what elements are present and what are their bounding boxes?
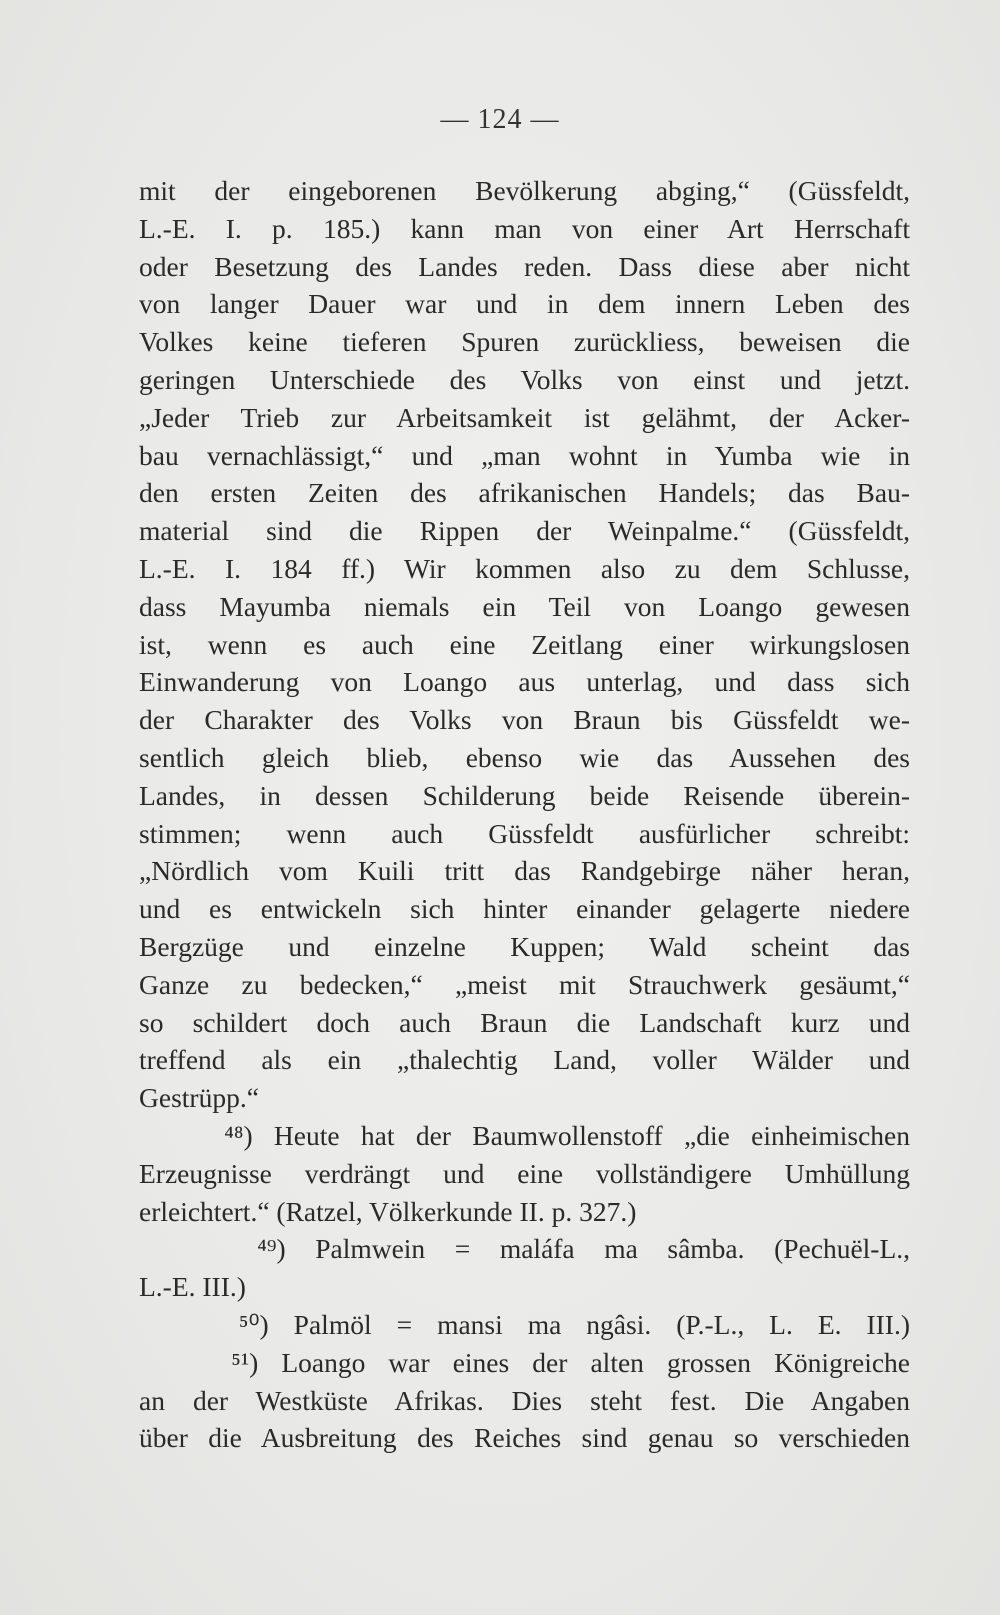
- text-line: treffend als ein „thalechtig Land, voller Wälder und: [139, 1044, 910, 1076]
- footnote-48-line: ⁴⁸) Heute hat der Baumwollenstoff „die einheimischen: [139, 1119, 910, 1151]
- page-number: — 124 —: [440, 104, 560, 135]
- text-line: erleichtert.“ (Ratzel, Völkerkunde II. p. 327.): [139, 1195, 637, 1227]
- text-line: den ersten Zeiten des afrikanischen Handels; das Bau-: [139, 477, 910, 509]
- text-line: material sind die Rippen der Weinpalme.“ (Güssfeldt,: [139, 515, 910, 547]
- text-line: Einwanderung von Loango aus unterlag, und dass sich: [139, 666, 910, 698]
- body-text: [139, 172, 910, 1457]
- text-line: L.-E. I. p. 185.) kann man von einer Art Herrschaft: [139, 212, 910, 244]
- text-line: mit der eingeborenen Bevölkerung abging,“ (Güssfeldt,: [139, 175, 910, 206]
- text-line: „Nördlich vom Kuili tritt das Randgebirge näher heran,: [139, 855, 910, 887]
- footnote-51-line: ⁵¹) Loango war eines der alten grossen Königreiche: [139, 1346, 910, 1378]
- text-line: der Charakter des Volks von Braun bis Güssfeldt we-: [139, 704, 910, 736]
- text-line: Landes, in dessen Schilderung beide Reisende überein-: [139, 779, 910, 811]
- text-line: Erzeugnisse verdrängt und eine vollständigere Umhüllung: [139, 1157, 910, 1189]
- text-line: über die Ausbreitung des Reiches sind genau so verschieden: [139, 1422, 910, 1454]
- text-line: oder Besetzung des Landes reden. Dass diese aber nicht: [139, 250, 910, 282]
- text-line: ist, wenn es auch eine Zeitlang einer wirkungslosen: [139, 628, 910, 660]
- text-line: stimmen; wenn auch Güssfeldt ausfürlicher schreibt:: [139, 817, 910, 849]
- text-line: Volkes keine tieferen Spuren zurückliess, beweisen die: [139, 326, 910, 358]
- text-line: sentlich gleich blieb, ebenso wie das Aussehen des: [139, 741, 910, 773]
- text-line: „Jeder Trieb zur Arbeitsamkeit ist gelähmt, der Acker-: [139, 401, 910, 433]
- text-line: und es entwickeln sich hinter einander gelagerte niedere: [139, 893, 910, 925]
- text-line: von langer Dauer war und in dem innern Leben des: [139, 288, 910, 320]
- text-line: bau vernachlässigt,“ und „man wohnt in Yumba wie in: [139, 439, 910, 471]
- text-line: dass Mayumba niemals ein Teil von Loango gewesen: [139, 590, 910, 622]
- footnote-50-line: ⁵⁰) Palmöl = mansi ma ngâsi. (P.-L., L. E. III.): [139, 1308, 910, 1340]
- text-line: Bergzüge und einzelne Kuppen; Wald scheint das: [139, 930, 910, 962]
- footnote-49-line: ⁴⁹) Palmwein = maláfa ma sâmba. (Pechuël-L.,: [139, 1233, 910, 1265]
- text-line: L.-E. III.): [139, 1271, 246, 1303]
- text-line: so schildert doch auch Braun die Landschaft kurz und: [139, 1006, 910, 1038]
- text-line: Gestrüpp.“: [139, 1082, 259, 1114]
- text-line: geringen Unterschiede des Volks von einst und jetzt.: [139, 363, 910, 395]
- text-line: Ganze zu bedecken,“ „meist mit Strauchwerk gesäumt,“: [139, 968, 910, 1000]
- text-line: L.-E. I. 184 ff.) Wir kommen also zu dem Schlusse,: [139, 552, 910, 584]
- text-line: an der Westküste Afrikas. Dies steht fest. Die Angaben: [139, 1384, 910, 1416]
